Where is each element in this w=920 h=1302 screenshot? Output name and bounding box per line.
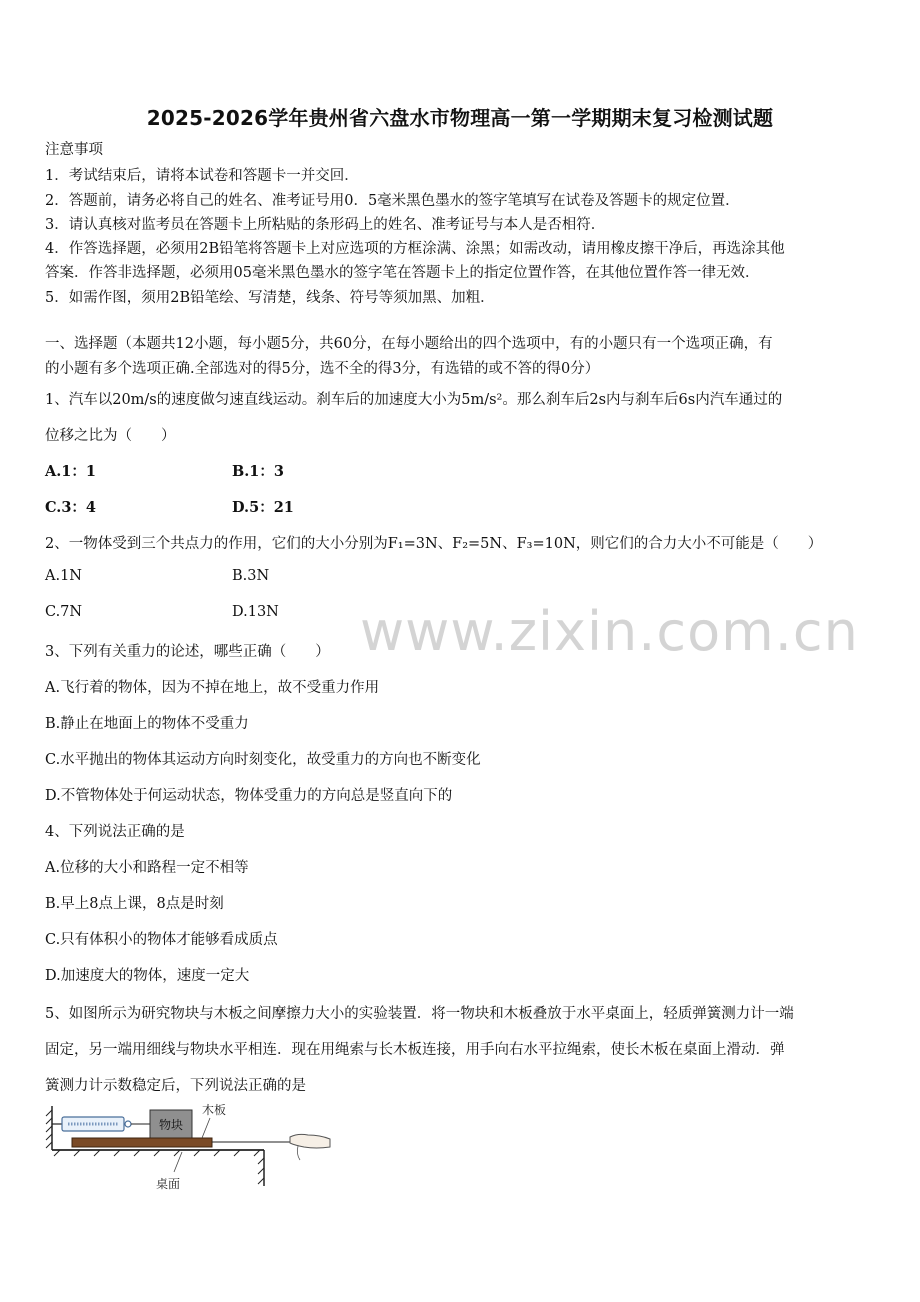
q2-option-d: D.13N [232, 604, 279, 620]
q3-option-b: B.静止在地面上的物体不受重力 [45, 716, 249, 732]
q5-stem-cont: 固定，另一端用细线与物块水平相连．现在用绳索与长木板连接，用手向右水平拉绳索，使长木板在桌面上滑动．弹 [45, 1042, 785, 1058]
hand-icon [290, 1134, 330, 1148]
q1-option-c: C.3：4 [45, 499, 97, 516]
section-heading-cont: 的小题有多个选项正确.全部选对的得5分，选不全的得3分，有选错的或不答的得0分） [45, 361, 600, 377]
block-label: 物块 [158, 1118, 184, 1132]
section-heading: 一、选择题（本题共12小题，每小题5分，共60分，在每小题给出的四个选项中，有的小题只有一个选项正确，有 [45, 336, 773, 352]
q2-option-b: B.3N [232, 568, 270, 584]
q3-option-d: D.不管物体处于何运动状态，物体受重力的方向总是竖直向下的 [45, 788, 453, 804]
q1-stem: 1、汽车以20m/s的速度做匀速直线运动。刹车后的加速度大小为5m/s²。那么刹车后2s内与刹车后6s内汽车通过的 [45, 392, 783, 408]
q3-option-a: A.飞行着的物体，因为不掉在地上，故不受重力作用 [45, 680, 380, 696]
q1-option-b: B.1：3 [232, 463, 284, 480]
notice-heading: 注意事项 [45, 142, 103, 158]
notice-item: 1．考试结束后，请将本试卷和答题卡一并交回． [45, 168, 359, 184]
q2-option-c: C.7N [45, 604, 83, 620]
wall-hatching [46, 1110, 52, 1148]
q5-stem: 5、如图所示为研究物块与木板之间摩擦力大小的实验装置．将一物块和木板叠放于水平桌面上，轻质弹簧测力计一端 [45, 1006, 794, 1022]
q2-option-a: A.1N [45, 568, 82, 584]
table-label: 桌面 [156, 1177, 181, 1191]
q1-option-d: D.5：21 [232, 499, 294, 516]
notice-item: 5．如需作图，须用2B铅笔绘、写清楚，线条、符号等须加黑、加粗． [45, 290, 495, 306]
notice-item: 3．请认真核对监考员在答题卡上所粘贴的条形码上的姓名、准考证号与本人是否相符． [45, 217, 606, 233]
notice-item: 4．作答选择题，必须用2B铅笔将答题卡上对应选项的方框涂满、涂黑；如需改动，请用橡皮擦干净后，再选涂其他 [45, 241, 785, 257]
q5-stem-cont: 簧测力计示数稳定后，下列说法正确的是 [45, 1078, 306, 1094]
page-title: 2025-2026学年贵州省六盘水市物理高一第一学期期末复习检测试题 [146, 106, 774, 130]
q4-option-c: C.只有体积小的物体才能够看成质点 [45, 932, 278, 948]
q1-option-a: A.1：1 [45, 463, 96, 480]
q3-option-c: C.水平抛出的物体其运动方向时刻变化，故受重力的方向也不断变化 [45, 752, 481, 768]
notice-item: 答案．作答非选择题，必须用05毫米黑色墨水的签字笔在答题卡上的指定位置作答，在其他位置作答一律无效． [45, 265, 760, 281]
wooden-board [72, 1138, 212, 1147]
watermark: www.zixin.com.cn [360, 600, 859, 663]
q4-stem: 4、下列说法正确的是 [45, 824, 185, 840]
friction-apparatus-figure [42, 1100, 342, 1192]
q4-option-d: D.加速度大的物体，速度一定大 [45, 968, 250, 984]
notice-item: 2．答题前，请务必将自己的姓名、准考证号用0．5毫米黑色墨水的签字笔填写在试卷及答题卡的规定位置． [45, 193, 740, 209]
q1-stem-cont: 位移之比为（ ） [45, 428, 176, 444]
q4-option-b: B.早上8点上课，8点是时刻 [45, 896, 224, 912]
board-label: 木板 [202, 1103, 227, 1117]
q2-stem: 2、一物体受到三个共点力的作用，它们的大小分别为F₁=3N、F₂=5N、F₃=10N，则它们的合力大小不可能是（ ） [45, 536, 823, 552]
q3-stem: 3、下列有关重力的论述，哪些正确（ ） [45, 644, 330, 660]
q4-option-a: A.位移的大小和路程一定不相等 [45, 860, 249, 876]
